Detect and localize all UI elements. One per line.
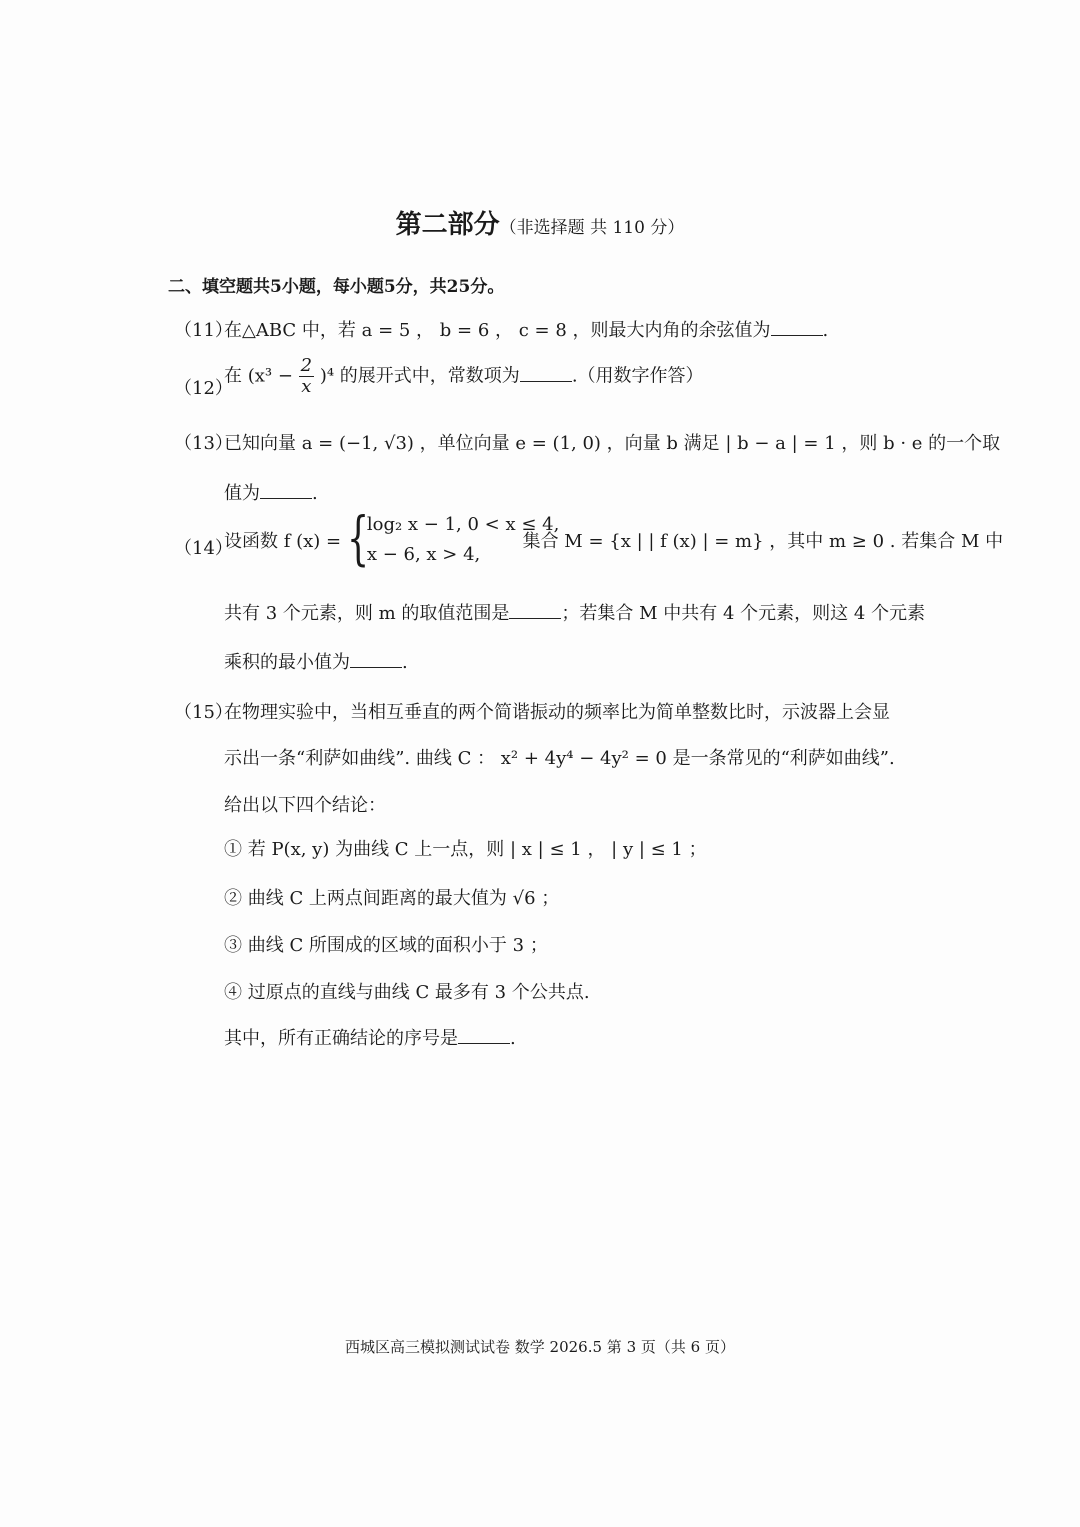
- q12-pre: 在 (x³ −: [224, 365, 293, 387]
- q14-piecewise: [346, 504, 560, 572]
- q14-line3-tail: .: [402, 652, 408, 673]
- q12-number: （12）: [174, 378, 233, 399]
- q14-case2: x − 6, x > 4,: [366, 544, 481, 565]
- q15-final: [224, 1024, 516, 1050]
- title-main: 第二部分: [395, 210, 500, 240]
- page-footer: 西城区高三模拟测试试卷 数学 2026.5 第 3 页（共 6 页）: [345, 1338, 735, 1356]
- title-sub: （非选择题 共 110 分）: [499, 218, 685, 238]
- q13-number: （13）: [174, 433, 233, 454]
- q12-post: )⁴ 的展开式中，常数项为: [319, 365, 520, 387]
- q14-blank2: [350, 649, 402, 668]
- q15-blank: [458, 1025, 510, 1044]
- q14-post: 集合 M = {x | | f (x) | = m} ，其中 m ≥ 0 . 若集合 M 中: [522, 531, 1004, 552]
- q12-frac-bottom: x: [301, 376, 312, 397]
- q14-line2-post: ；若集合 M 中共有 4 个元素，则这 4 个元素: [561, 603, 926, 624]
- section-heading: 二、填空题共5小题，每小题5分，共25分。: [168, 277, 505, 297]
- q15-line3: 给出以下四个结论：: [224, 795, 386, 816]
- q14-line3-pre: 乘积的最小值为: [224, 652, 350, 673]
- q15-number: （15）: [174, 702, 233, 723]
- q15-line1: 在物理实验中，当相互垂直的两个简谐振动的频率比为简单整数比时，示波器上会显: [224, 702, 890, 723]
- q13-blank: [260, 480, 312, 499]
- q13-line1: 已知向量 a = (−1, √3) ，单位向量 e = (1, 0) ，向量 b 满足 | b − a | = 1 ，则 b · e 的一个取: [224, 433, 1001, 454]
- q12-blank: [520, 363, 572, 382]
- q12-fraction: [299, 356, 314, 397]
- q14-case1: log₂ x − 1, 0 < x ≤ 4,: [366, 514, 560, 535]
- q14-line2-pre: 共有 3 个元素，则 m 的取值范围是: [224, 603, 510, 624]
- q13-line2-pre: 值为: [224, 483, 260, 504]
- q15-conclusion-4: ④ 过原点的直线与曲线 C 最多有 3 个公共点.: [224, 982, 590, 1003]
- q14-pre: 设函数 f (x) =: [224, 531, 342, 552]
- q14-number: （14）: [174, 538, 233, 559]
- q15-final-tail: .: [510, 1028, 516, 1049]
- q13-line2: [224, 479, 318, 505]
- q12-text: [224, 356, 704, 397]
- q14-brace: {: [346, 504, 369, 572]
- q11-text: [224, 316, 828, 342]
- q11-blank: [771, 317, 823, 336]
- q11-tail: .: [822, 320, 829, 341]
- q15-conclusion-2: ② 曲线 C 上两点间距离的最大值为 √6 ；: [224, 888, 560, 909]
- q15-line2: 示出一条“利萨如曲线”. 曲线 C ： x² + 4y⁴ − 4y² = 0 是一条常见的“利萨如曲线”.: [224, 748, 895, 769]
- q15-final-pre: 其中，所有正确结论的序号是: [224, 1028, 458, 1049]
- q12-tail: .（用数字作答）: [571, 365, 704, 387]
- q14-blank1: [509, 600, 561, 619]
- q11-number: （11）: [174, 320, 233, 341]
- q15-conclusion-3: ③ 曲线 C 所围成的区域的面积小于 3 ；: [224, 935, 548, 956]
- q11-body: 在△ABC 中，若 a = 5 ， b = 6 ， c = 8 ，则最大内角的余弦值为: [224, 320, 771, 341]
- section-title: [0, 204, 1080, 241]
- q14-line1: [224, 504, 1004, 572]
- q15-conclusion-1: ① 若 P(x, y) 为曲线 C 上一点，则 | x | ≤ 1 ， | y | ≤ 1 ；: [224, 839, 707, 860]
- q14-line2: [224, 599, 925, 625]
- q13-line2-tail: .: [312, 483, 318, 504]
- q12-frac-top: 2: [300, 355, 313, 376]
- q14-line3: [224, 648, 408, 674]
